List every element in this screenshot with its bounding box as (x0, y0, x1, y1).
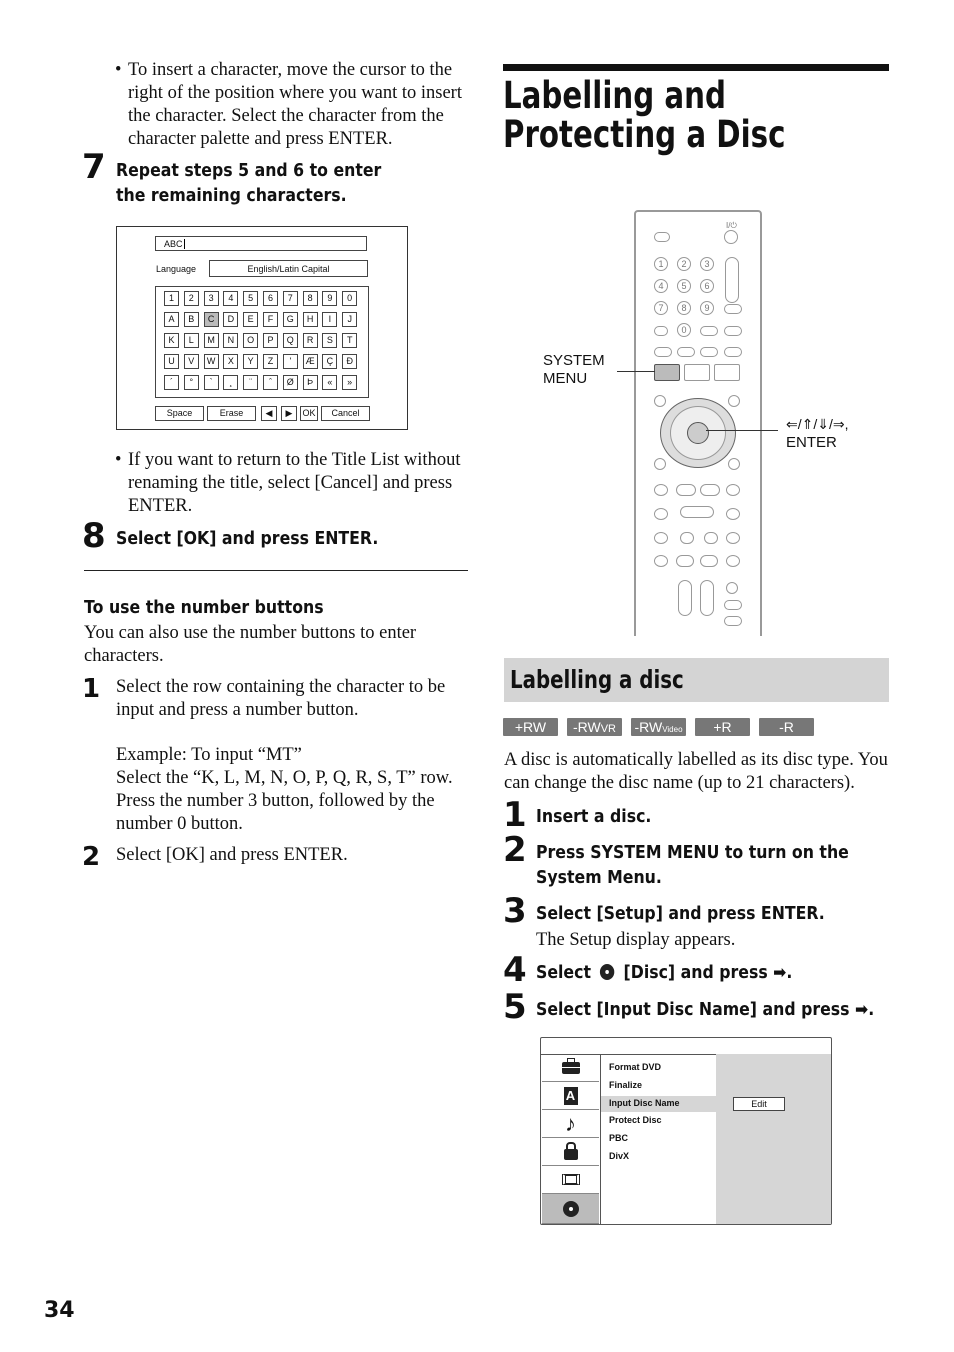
labelling-intro: A disc is automatically labelled as its disc type. You can change the disc name (up to 21 characters). (504, 750, 888, 793)
title-list-button[interactable] (684, 364, 710, 381)
char-key[interactable]: F (263, 312, 278, 327)
char-key[interactable]: H (303, 312, 318, 327)
char-key[interactable]: Ð (342, 354, 357, 369)
menu-item-protect-disc[interactable]: Protect Disc (609, 1115, 662, 1125)
char-key[interactable]: B (184, 312, 199, 327)
tv-input[interactable] (724, 600, 742, 610)
disc-step-2-text: Press SYSTEM MENU to turn on the System Menu. (536, 843, 849, 888)
letter-a-icon[interactable]: A (542, 1082, 599, 1110)
return-button[interactable] (654, 395, 666, 407)
transport-wide-button[interactable] (704, 532, 718, 544)
char-key[interactable]: X (223, 354, 238, 369)
transport-button[interactable] (726, 484, 740, 496)
char-key[interactable]: ¨ (243, 375, 258, 390)
tv-power[interactable] (726, 582, 738, 594)
char-key[interactable]: Ç (322, 354, 337, 369)
char-key[interactable]: J (342, 312, 357, 327)
lock-icon[interactable] (542, 1138, 599, 1166)
char-key[interactable]: 3 (204, 291, 219, 306)
step-8-text: Select [OK] and press ENTER. (116, 529, 379, 549)
toolbox-icon[interactable] (542, 1054, 599, 1082)
page-title: Labelling and Protecting a Disc (503, 74, 786, 156)
erase-button[interactable]: Erase (207, 406, 256, 421)
tv-extra[interactable] (724, 616, 742, 626)
char-key[interactable]: ˆ (263, 375, 278, 390)
char-key[interactable]: S (322, 333, 337, 348)
char-key[interactable]: G (283, 312, 298, 327)
tools-button[interactable] (654, 458, 666, 470)
nb-step-1-number: 1 (82, 674, 101, 704)
char-key[interactable]: ¸ (223, 375, 238, 390)
disc-step-1-text: Insert a disc. (536, 807, 652, 827)
char-key[interactable]: Q (283, 333, 298, 348)
step-7-text: Repeat steps 5 and 6 to enter the remaining characters. (116, 161, 382, 206)
character-grid (155, 286, 369, 398)
disc-step-2-number: 2 (503, 830, 527, 870)
bullet-cancel: • If you want to return to the Title List without renaming the title, select [Cancel] and press ENTER. (128, 449, 468, 518)
char-key[interactable]: I (322, 312, 337, 327)
disc-step-5-text: Select [Input Disc Name] and press ➡. (536, 1000, 875, 1020)
enter-callout: ENTER (786, 434, 837, 451)
digit-button[interactable]: 0 (677, 323, 691, 337)
nb-step-1-text: Select the row containing the character to be input and press a number button. (116, 677, 446, 720)
enter-button[interactable] (687, 422, 709, 444)
disc-step-5-number: 5 (503, 987, 527, 1027)
transport-button[interactable] (654, 484, 668, 496)
ok-button[interactable]: OK (300, 406, 318, 421)
menu-item-input-disc-name[interactable]: Input Disc Name (609, 1098, 680, 1108)
name-input-field[interactable]: ABC (155, 236, 367, 251)
char-key[interactable]: M (204, 333, 219, 348)
badge-plus-rw: +RW (503, 718, 558, 736)
number-buttons-heading: To use the number buttons (84, 598, 324, 618)
disc-step-3-note: The Setup display appears. (536, 930, 736, 950)
fn-button-1[interactable] (724, 304, 742, 314)
film-icon[interactable] (542, 1166, 599, 1194)
disc-icon (600, 964, 614, 980)
char-key[interactable]: W (204, 354, 219, 369)
nb-example-title: Example: To input “MT” (116, 745, 302, 765)
digit-button[interactable]: 3 (700, 257, 714, 271)
fn-row-a3[interactable] (700, 347, 718, 357)
space-button[interactable]: Space (155, 406, 204, 421)
transport-button[interactable] (726, 532, 740, 544)
char-key[interactable]: Z (263, 354, 278, 369)
digit-button[interactable]: 2 (677, 257, 691, 271)
disc-tab-icon[interactable] (542, 1194, 599, 1224)
menu-item-divx[interactable]: DivX (609, 1151, 630, 1161)
number-buttons-intro: You can also use the number buttons to enter characters. (84, 623, 417, 666)
section-banner (504, 658, 889, 702)
power-label: I/⏻ (726, 221, 737, 230)
char-key[interactable]: U (164, 354, 179, 369)
char-key[interactable]: D (223, 312, 238, 327)
transport-wide-button[interactable] (676, 484, 696, 496)
nb-step-2-text: Select [OK] and press ENTER. (116, 845, 348, 865)
disc-step-3-number: 3 (503, 891, 527, 931)
char-key[interactable]: 0 (342, 291, 357, 306)
char-key[interactable]: ` (204, 375, 219, 390)
arrows-leader (706, 430, 778, 431)
transport-wide-button[interactable] (700, 484, 720, 496)
char-key[interactable]: Æ (303, 354, 318, 369)
transport-wide-button[interactable] (700, 555, 718, 567)
eject-button[interactable] (654, 232, 670, 242)
digit-button[interactable]: 9 (700, 301, 714, 315)
badge-minus-rw-video: -RWVideo (631, 718, 686, 736)
char-key[interactable]: ' (283, 354, 298, 369)
title-top-rule (503, 64, 889, 71)
section-divider (84, 570, 468, 571)
language-label: Language (156, 264, 197, 274)
char-key[interactable]: 7 (283, 291, 298, 306)
arrows-callout: ⇐/⇑/⇓/⇒, (786, 416, 849, 432)
nb-example-body: Select the “K, L, M, N, O, P, Q, R, S, T” row. Press the number 3 button, followed by the number 0 button. (116, 768, 453, 834)
badge-minus-rw-vr: -RWVR (567, 718, 622, 736)
menu-item-pbc[interactable]: PBC (609, 1133, 629, 1143)
char-key[interactable]: 5 (243, 291, 258, 306)
options-button[interactable] (728, 395, 740, 407)
transport-button[interactable] (654, 555, 668, 567)
char-key[interactable]: Y (243, 354, 258, 369)
setup-display-screenshot (540, 1037, 832, 1225)
transport-button[interactable] (654, 508, 668, 520)
char-key[interactable]: « (322, 375, 337, 390)
disc-step-4-text (536, 961, 878, 986)
system-menu-leader (617, 371, 655, 372)
music-note-icon[interactable]: ♪ (542, 1110, 599, 1138)
section-title: Labelling a disc (510, 665, 684, 694)
char-key[interactable]: » (342, 375, 357, 390)
setup-options-panel (716, 1054, 831, 1224)
dot-button[interactable] (654, 326, 668, 336)
cancel-button[interactable]: Cancel (321, 406, 370, 421)
nb-step-2-number: 2 (82, 842, 101, 872)
fn-row-a1[interactable] (654, 347, 672, 357)
menu-item-format-dvd[interactable]: Format DVD (609, 1062, 662, 1072)
tv-channel[interactable] (700, 580, 714, 616)
page-number: 34 (44, 1298, 75, 1323)
fn-button-2[interactable] (724, 326, 742, 336)
char-key[interactable]: T (342, 333, 357, 348)
char-key[interactable]: ´ (164, 375, 179, 390)
cursor-left-button[interactable]: ◀ (261, 406, 277, 421)
step-7-number: 7 (82, 147, 106, 187)
disc-step-3-text: Select [Setup] and press ENTER. (536, 904, 825, 924)
char-key[interactable]: 6 (263, 291, 278, 306)
step-8-number: 8 (82, 516, 106, 556)
disc-step-1-number: 1 (503, 795, 527, 835)
system-menu-button[interactable] (654, 364, 680, 381)
char-key[interactable]: A (164, 312, 179, 327)
char-key[interactable]: E (243, 312, 258, 327)
transport-wide-button[interactable] (680, 506, 714, 518)
remote-control-illustration (634, 210, 762, 636)
char-key[interactable]: L (184, 333, 199, 348)
cursor-right-button[interactable]: ▶ (281, 406, 297, 421)
char-key[interactable]: 2 (184, 291, 199, 306)
char-key[interactable]: ° (184, 375, 199, 390)
power-button[interactable] (724, 230, 738, 244)
language-select[interactable]: English/Latin Capital (209, 260, 368, 277)
char-key[interactable]: N (223, 333, 238, 348)
digit-button[interactable]: 6 (700, 279, 714, 293)
system-menu-callout: SYSTEM MENU (543, 352, 605, 387)
fn-row-a4[interactable] (724, 347, 742, 357)
char-key[interactable]: R (303, 333, 318, 348)
fn-button-3[interactable] (700, 326, 718, 336)
top-menu-button[interactable] (714, 364, 740, 381)
transport-wide-button[interactable] (680, 532, 694, 544)
digit-button[interactable]: 8 (677, 301, 691, 315)
transport-button[interactable] (726, 555, 740, 567)
disc-step-4-before: Select (536, 963, 591, 983)
tv-volume[interactable] (678, 580, 692, 616)
char-key[interactable]: K (164, 333, 179, 348)
badge-minus-r: -R (759, 718, 814, 736)
transport-button[interactable] (726, 508, 740, 520)
digit-button[interactable]: 4 (654, 279, 668, 293)
char-key[interactable]: O (243, 333, 258, 348)
fn-row-a2[interactable] (677, 347, 695, 357)
menu-item-finalize[interactable]: Finalize (609, 1080, 643, 1090)
char-key[interactable]: 9 (322, 291, 337, 306)
char-key[interactable]: 4 (223, 291, 238, 306)
setup-icon-column (541, 1054, 601, 1224)
display-button[interactable] (728, 458, 740, 470)
disc-step-4-after: [Disc] and press ➡. (623, 963, 793, 983)
badge-plus-r: +R (695, 718, 750, 736)
character-palette-screenshot (116, 226, 408, 430)
volume-rocker[interactable] (725, 257, 739, 303)
digit-button[interactable]: 7 (654, 301, 668, 315)
digit-button[interactable]: 1 (654, 257, 668, 271)
char-key[interactable]: Ø (283, 375, 298, 390)
transport-button[interactable] (654, 532, 668, 544)
bullet-insert-character: • To insert a character, move the cursor to the right of the position where you want to insert the character. Select the character from the character palette and press ENTER. (128, 59, 468, 151)
char-key[interactable]: Þ (303, 375, 318, 390)
char-key[interactable]: C (204, 312, 219, 327)
disc-step-4-number: 4 (503, 950, 527, 990)
char-key[interactable]: V (184, 354, 199, 369)
edit-button[interactable]: Edit (733, 1097, 785, 1111)
char-key[interactable]: P (263, 333, 278, 348)
setup-top-bar (541, 1038, 831, 1055)
char-key[interactable]: 8 (303, 291, 318, 306)
transport-wide-button[interactable] (676, 555, 694, 567)
digit-button[interactable]: 5 (677, 279, 691, 293)
char-key[interactable]: 1 (164, 291, 179, 306)
